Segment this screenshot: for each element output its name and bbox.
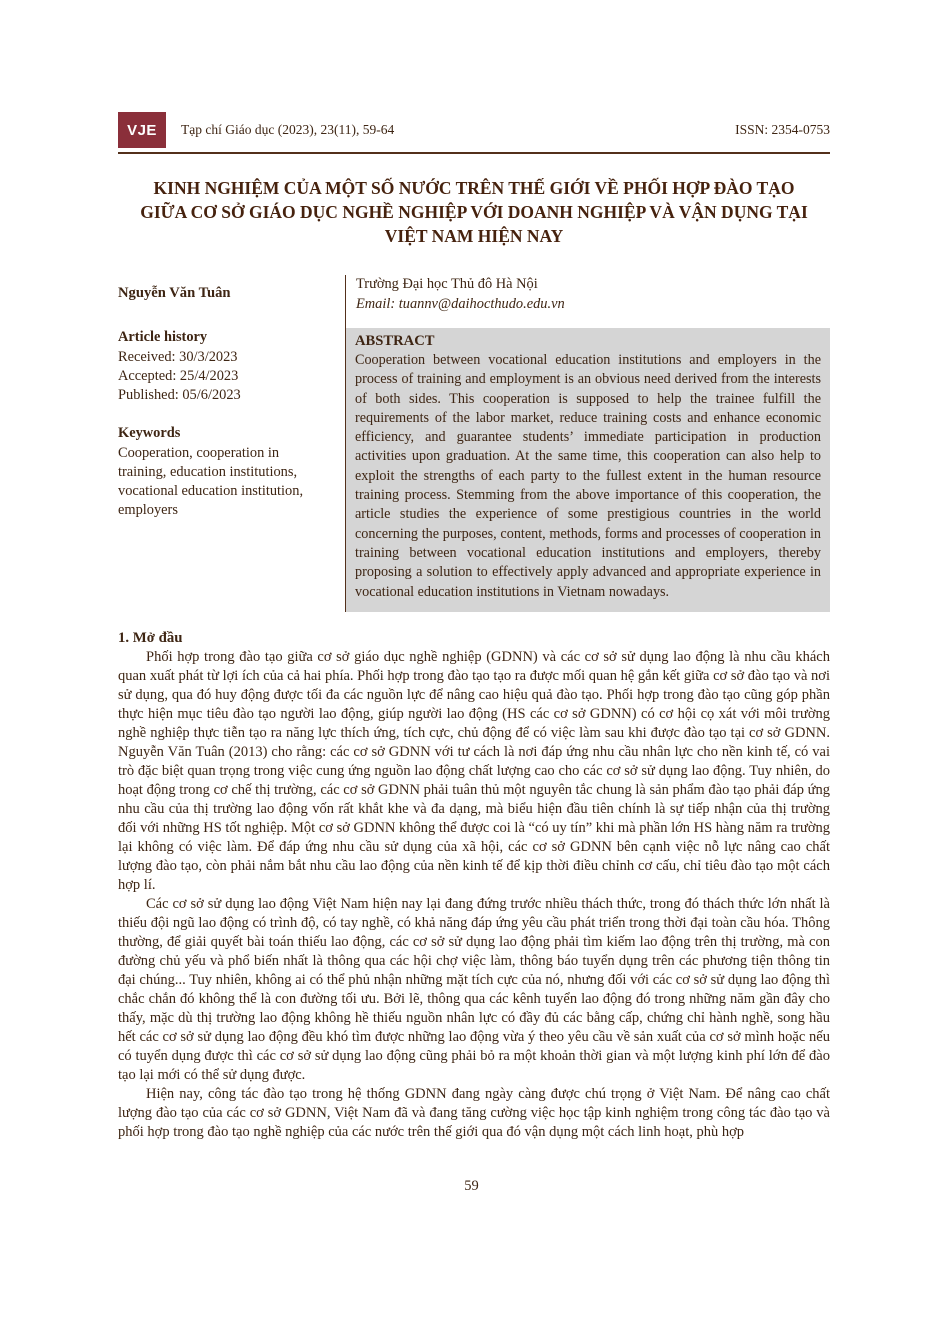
body-paragraph: Phối hợp trong đào tạo giữa cơ sở giáo dục nghề nghiệp (GDNN) và các cơ sở sử dụng lao động là nhu cầu khách quan xuất phát từ lợi ích của cả hai phía. Phối hợp trong đào tạo tạo ra được mối quan hệ gắn kết giữa cơ sở đào tạo và nơi sử dụng, qua đó huy động được tối đa các nguồn lực để nâng cao hiệu quả đào tạo. Phối hợp trong đào tạo cũng góp phần thực hiện mục tiêu đào tạo người lao động, giúp người lao động (HS các cơ sở GDNN) có cơ hội cọ xát với môi trường nghề nghiệp thực tiễn tạo ra năng lực thích ứng, tích cực, chủ động để có việc làm sau khi được đào tạo tại cơ sở GDNN. Nguyễn Văn Tuân (2013) cho rằng: các cơ sở GDNN với tư cách là nơi đáp ứng nhu cầu nhân lực cho nền kinh tế, có vai trò đặc biệt quan trọng trong việc cung ứng nguồn lao động chất lượng cao cho các cơ sở sử dụng lao động. Tuy nhiên, do hoạt động trong cơ chế thị trường, các cơ sở GDNN phải tuân thủ một nguyên tắc chung là sản phẩm đào tạo phải đáp ứng nhu cầu của thị trường lao động vốn rất khắt khe và đa dạng, mà biểu hiện đầu tiên chính là sự tiếp nhận của thị trường đối với những HS tốt nghiệp. Một cơ sở GDNN không thể được coi là “có uy tín” khi mà phần lớn HS hàng năm ra trường lại không có việc làm. Để đáp ứng nhu cầu sử dụng của xã hội, các cơ sở GDNN bên cạnh việc nỗ lực nâng cao chất lượng đào tạo, còn phải nắm bắt nhu cầu lao động của nền kinh tế để kịp thời điều chỉnh cơ cấu, chỉ tiêu đào tạo một cách hợp lí. <box>118 648 830 893</box>
abstract-box <box>346 328 830 612</box>
page-title: KINH NGHIỆM CỦA MỘT SỐ NƯỚC TRÊN THẾ GIỚI VỀ PHỐI HỢP ĐÀO TẠO GIỮA CƠ SỞ GIÁO DỤC NGHỀ NGHIỆP VỚI DOANH NGHIỆP VÀ VẬN DỤNG TẠI VIỆT NAM HIỆN NAY <box>140 178 808 246</box>
author-affiliation-block <box>345 275 830 328</box>
keywords-text: Cooperation, cooperation in training, education institutions, vocational education institution, employers <box>118 445 304 518</box>
page-number: 59 <box>464 1178 479 1194</box>
accepted-date: Accepted: 25/4/2023 <box>118 368 239 384</box>
abstract-cell <box>345 328 830 612</box>
section-heading-intro: 1. Mở đầu <box>118 629 183 646</box>
keywords-label: Keywords <box>118 425 181 441</box>
journal-citation: Tạp chí Giáo dục (2023), 23(11), 59-64 <box>181 122 395 137</box>
page-content <box>118 112 830 1142</box>
abstract-label: ABSTRACT <box>355 333 435 349</box>
body-paragraph: Các cơ sở sử dụng lao động Việt Nam hiện nay lại đang đứng trước nhiều thách thức, trong đó thách thức lớn nhất là thiếu đội ngũ lao động có trình độ, có tay nghề, có khả năng đáp ứng yêu cầu phát triển trong thời đại toàn cầu hóa. Thông thường, để giải quyết bài toán thiếu lao động, các cơ sở sử dụng lao động phải tìm kiếm lao động trên thị trường, mà con đường chủ yếu và phổ biến nhất là thông qua các hội chợ việc làm, thông báo tuyển dụng trên các phương tiện thông tin đại chúng... Tuy nhiên, không ai có thể phủ nhận những mặt tích cực của nó, nhưng đối với các cơ sở sử dụng lao động thì chắc chắn đó không thể là con đường tối ưu. Bởi lẽ, thông qua các kênh tuyển lao động đó trong những năm gần đây cho thấy, mặc dù thị trường lao động không hề thiếu nguồn nhân lực có đầy đủ các bằng cấp, chứng chỉ hành nghề, song hầu hết các cơ sở sử dụng lao động đều khó tìm được những lao động vừa ý theo yêu cầu về sản xuất của cơ sở mình hoặc nếu có tuyển dụng được thì các cơ sở sử dụng lao động cũng phải bỏ ra một khoản thời gian và một lượng kinh phí lớn để đào tạo lại mới có thể sử dụng được. <box>118 895 830 1083</box>
author-affiliation: Trường Đại học Thủ đô Hà Nội <box>356 276 538 292</box>
keywords-block <box>118 424 313 520</box>
received-date: Received: 30/3/2023 <box>118 349 238 365</box>
abstract-text: Cooperation between vocational education institutions and employers in the process of training and employment is an obvious need derived from the interests of both sides. This cooperation is supposed to help the trainee fulfill the requirements of the labor market, reduce training costs and enhance economic efficiency, and guarantee students’ immediate participation in production activities upon graduation. At the same time, this cooperation can also help to exploit the strengths of each party to the fullest extent in the human resource training process. Stemming from the above importance of this cooperation, the article studies the experience of some prestigious countries in the world concerning the purposes, content, methods, forms and processes of cooperation in training between vocational education institutions and employers, thereby proposing a solution to effectively apply advanced and appropriate experience in vocational education institutions in Vietnam nowadays. <box>355 352 821 600</box>
article-history-block <box>118 328 345 612</box>
body-paragraph: Hiện nay, công tác đào tạo trong hệ thống GDNN đang ngày càng được chú trọng ở Việt Nam. Để nâng cao chất lượng đào tạo của các cơ sở GDNN, Việt Nam đã và đang tăng cường việc học tập kinh nghiệm trong công tác đào tạo và phối hợp trong đào tạo nghề nghiệp của các nước trên thế giới qua đó vận dụng một cách linh hoạt, phù hợp <box>118 1085 830 1140</box>
issn-number: ISSN: 2354-0753 <box>735 122 830 137</box>
vje-logo: VJE <box>118 112 166 148</box>
article-info-section <box>118 275 830 612</box>
author-name: Nguyễn Văn Tuân <box>118 285 231 301</box>
author-email: Email: tuannv@daihocthudo.edu.vn <box>356 295 565 312</box>
published-date: Published: 05/6/2023 <box>118 387 241 403</box>
journal-header <box>118 112 830 154</box>
article-history-label: Article history <box>118 329 208 345</box>
